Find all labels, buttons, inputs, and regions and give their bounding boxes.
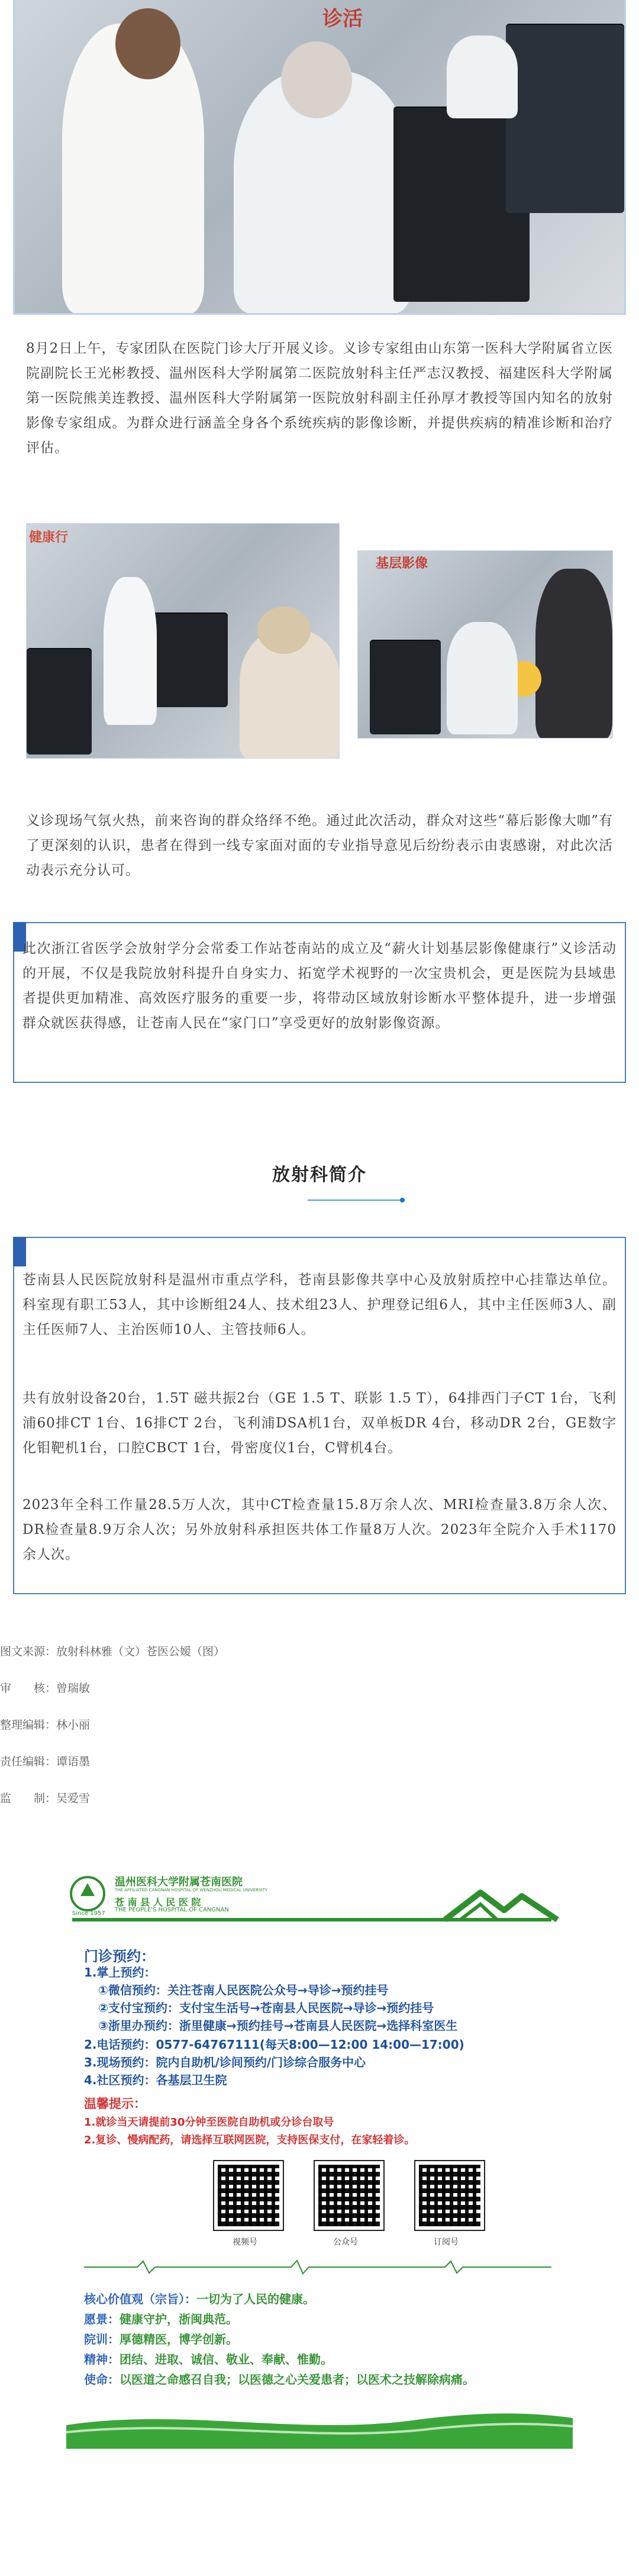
credit-row: 整理编辑：林小丽 (0, 1719, 91, 1732)
motto-label: 院训： (84, 2332, 120, 2346)
qr-label-official: 公众号 (333, 2238, 358, 2247)
credit-row: 责任编辑：谭语墨 (0, 1755, 91, 1768)
onsite-appointment: 3.现场预约：院内自助机/诊间预约/门诊综合服务中心 (84, 2055, 366, 2069)
appointment-title: 门诊预约： (84, 1948, 155, 1965)
tips-title: 温馨提示： (84, 2097, 146, 2111)
tip-1: 1.就诊当天请提前30分钟至医院自助机或分诊台取号 (84, 2116, 334, 2129)
community-appointment: 4.社区预约：各基层卫生院 (84, 2073, 227, 2087)
credits (0, 1645, 225, 1829)
clinic-photo-left (26, 523, 340, 759)
hospital-poster (66, 1869, 573, 2520)
qr-label-video: 视频号 (233, 2238, 257, 2247)
spirit-text: 团结、进取、诚信、敬业、奉献、惟勤。 (120, 2352, 333, 2367)
core-values-label: 核心价值观（宗旨）： (84, 2292, 196, 2306)
qr-code-video[interactable] (214, 2161, 283, 2230)
section-title: 放射科简介 (272, 1165, 367, 1185)
photo-sign-text: 诊活 (322, 7, 363, 31)
dept-intro-box (13, 1237, 626, 1594)
credit-row: 监 制：吴爱雪 (0, 1792, 91, 1805)
intro-paragraph: 8月2日上午，专家团队在医院门诊大厅开展义诊。义诊专家组由山东第一医科大学附属省立医院副院长王光彬教授、温州医科大学附属第二医院放射科主任严志汉教授、福建医科大学附属第一医院熊美连教授、温州医科大学附属第一医院放射科副主任孙厚才教授等国内知名的放射影像专家组成。为群众进行涵盖全身各个系统疾病的影像诊断，并提供疾病的精准诊断和治疗评估。 (26, 341, 613, 456)
hospital-name-cn: 温州医科大学附属苍南医院 (115, 1876, 243, 1888)
qr-code-official[interactable] (315, 2161, 383, 2230)
highlight-box (13, 922, 626, 1083)
poster-footer-wave (66, 2396, 573, 2449)
qr-code-subscription[interactable] (415, 2161, 484, 2230)
credit-row: 图文来源：放射科林雅（文）苍医公嫒（图） (0, 1645, 225, 1658)
credit-row: 审 核：曾瑞敏 (0, 1682, 91, 1695)
box-accent (13, 1237, 26, 1266)
spirit-label: 精神： (84, 2352, 120, 2367)
photo-sign-left: 健康行 (29, 530, 69, 545)
clinic-photo-top (13, 0, 626, 315)
dept-para-1: 苍南县人民医院放射科是温州市重点学科，苍南县影像共享中心及放射质控中心挂靠达单位。科室现有职工53人，其中诊断组24人、技术组23人、护理登记组6人，其中主任医师3人、副主任医师7人、主治医师10人、主管技师6人。 (22, 1272, 617, 1337)
heartbeat-divider (66, 2258, 573, 2276)
palm-item-alipay: ②支付宝预约：支付宝生活号→苍南县人民医院→导诊→预约挂号 (98, 2001, 434, 2015)
photo-sign-right: 基层影像 (376, 556, 428, 571)
clinic-photo-right (357, 550, 613, 739)
scene-paragraph: 义诊现场气氛火热，前来咨询的群众络绎不绝。通过此次活动，群众对这些“幕后影像大咖”有了更深刻的认识，患者在得到一线专家面对面的专业指导意见后纷纷表示由衷感谢，对此次活动表示充分认可。 (26, 813, 613, 878)
since-text: Since 1957 (72, 1910, 105, 1917)
tip-2: 2.复诊、慢病配药，请选择互联网医院，支持医保支付，在家轻着诊。 (84, 2134, 415, 2146)
dept-para-3: 2023年全科工作量28.5万人次，其中CT检查量15.8万余人次、MRI检查量3.8万余人次、DR检查量8.9万余人次；另外放射科承担医共体工作量8万人次。2023年全院介入手术1170余人次。 (22, 1497, 617, 1562)
vision-text: 健康守护，浙闽典范。 (120, 2312, 238, 2326)
hospital-name-en: THE PEOPLE'S HOSPITAL OF CANGNAN (115, 1907, 229, 1913)
palm-title: 1.掌上预约： (84, 1965, 156, 1979)
phone-appointment: 2.电话预约：0577-64767111(每天8:00—12:00 14:00—17:00) (84, 2037, 464, 2052)
hospital-name-en-sub: THE AFFILIATED CANGNAN HOSPITAL OF WENZHOU MEDICAL UNIVERSITY (115, 1888, 268, 1892)
qr-label-subscription: 订阅号 (434, 2238, 459, 2247)
highlight-paragraph: 此次浙江省医学会放射学分会常委工作站苍南站的成立及“薪火计划基层影像健康行”义诊活动的开展，不仅是我院放射科提升自身实力、拓宽学术视野的一次宝贵机会，更是医院为县域患者提供更加精准、高效医疗服务的重要一步，将带动区域放射诊断水平整体提升，进一步增强群众就医获得感，让苍南人民在“家门口”享受更好的放射影像资源。 (22, 941, 617, 1031)
hospital-name-local: 苍 南 县 人 民 医 院 (115, 1897, 201, 1908)
title-decoration (0, 1195, 639, 1205)
palm-item-zheliban: ③浙里办预约：浙里健康→预约挂号→苍南县人民医院→选择科室医生 (98, 2019, 458, 2033)
core-values-text: 一切为了人民的健康。 (196, 2292, 315, 2306)
hospital-logo-icon (71, 1877, 104, 1910)
motto-text: 厚德精医，博学创新。 (120, 2332, 238, 2346)
vision-label: 愿景： (84, 2312, 120, 2326)
mission-text: 以医道之命感召自我；以医德之心关爱患者；以医术之技解除病痛。 (120, 2372, 475, 2387)
palm-item-wechat: ①微信预约：关注苍南人民医院公众号→导诊→预约挂号 (98, 1983, 389, 1997)
dept-para-2: 共有放射设备20台，1.5T 磁共振2台（GE 1.5 T、联影 1.5 T），64排西门子CT 1台，飞利浦60排CT 1台、16排CT 2台，飞利浦DSA机1台，双单板DR 4台，移动DR 2台，GE数字化钼靶机1台，口腔CBCT 1台，骨密度仪1台，C臂机4台。 (22, 1391, 617, 1456)
mission-label: 使命： (84, 2372, 120, 2387)
